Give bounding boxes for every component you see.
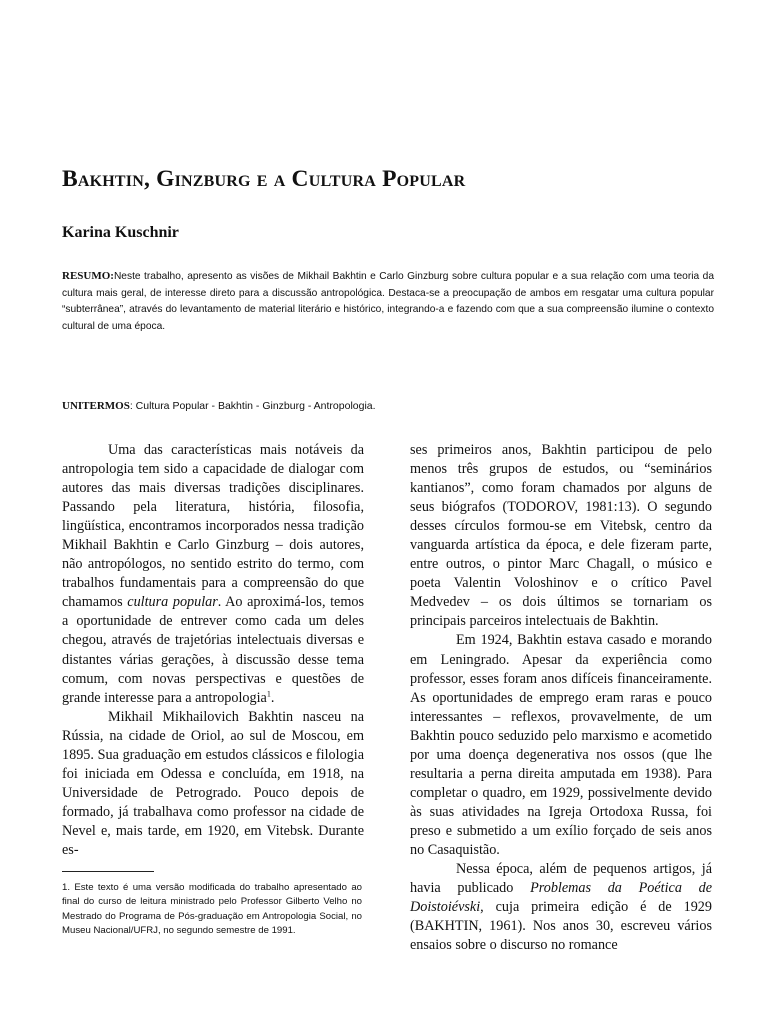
footnote-divider [62,871,154,872]
author-name: Karina Kuschnir [62,224,179,241]
footnote: 1. Este texto é uma versão modificada do trabalho apresentado ao final do curso de leitura ministrado pelo Professor Gilberto Velho no Mestrado do Programa de Pós-graduação em Antropologia Social, no Museu Nacional/UFRJ, no segundo semestre de 1991. [62,882,362,937]
paragraph: ses primeiros anos, Bakhtin participou de pelo menos três grupos de estudos, ou “seminários kantianos”, como foram chamados por alguns de seus biógrafos (TODOROV, 1981:13). O segundo desses círculos formou-se em Vitebsk, centro da vanguarda artística da época, e dele fizeram parte, entre outros, o pintor Marc Chagall, o músico e poeta Valentin Voloshinov e o crítico Pavel Medvedev – os dois últimos se tornariam os principais parceiros intelectuais de Bakhtin. [410,442,712,630]
paragraph: Mikhail Mikhailovich Bakhtin nasceu na Rússia, na cidade de Oriol, ao sul de Moscou, em 1895. Sua graduação em estudos clássicos e filologia foi iniciada em Odessa e concluída, em 1918, na Universidade de Petrogrado. Pouco depois de formado, já trabalhava como professor na cidade de Nevel e, mais tarde, em 1920, em Vitebsk. Durante es- [62,708,364,858]
paragraph-text: Uma das características mais notáveis da antropologia tem sido a capacidade de dialogar com autores das mais diversas tradições disciplinares. Passando pela literatura, história, filosofia, lingüística, encontramos incorporados nessa tradição Mikhail Bakhtin e Carlo Ginzburg – dois autores, não antropólogos, no sentido estrito do termo, com trabalhos fundamentais para a compreensão do que chamamos [62,442,364,611]
emphasis-text: Problemas da Poética de Doistoiévski [410,880,713,916]
paragraph-text: . [270,689,275,706]
abstract-text: Neste trabalho, apresento as visões de Mikhail Bakhtin e Carlo Ginzburg sobre cultura popular e a sua relação com uma teoria da cultura mais geral, de interesse direto para a discussão antropológica. Destaca-se a preocupação de ambos em resgatar uma cultura popular “subterrânea”, através do levantamento de material literário e histórico, integrando-a e fazendo com que a sua compreensão ilumine o contexto cultural de uma época. [62,271,714,332]
paragraph-text: , cuja primeira edição é de 1929 (BAKHTIN, 1961). Nos anos 30, escreveu vários ensaios sobre o discurso no romance [410,899,712,954]
body-column-right [410,441,712,955]
article-title: Bakhtin, Ginzburg e a Cultura Popular [62,166,466,192]
footnote-ref: 1 [266,688,271,698]
keywords [62,400,714,412]
body-column-left [62,441,364,860]
keywords-label: UNITERMOS [62,400,130,412]
paragraph [410,860,712,955]
paragraph-text: . Ao aproximá-los, temos a oportunidade de entrever como cada um deles chegou, através de trajetórias intelectuais diversas e distantes várias gerações, à discussão desse tema comum, com novas perspectivas e questões de grande interesse para a antropologia [62,594,364,706]
emphasis-text: cultura popular [127,594,218,611]
paragraph-text: Nessa época, além de pequenos artigos, já havia publicado [410,861,712,897]
abstract [62,268,714,335]
keywords-text: : Cultura Popular - Bakhtin - Ginzburg - Antropologia. [129,400,376,412]
paragraph: Em 1924, Bakhtin estava casado e morando em Leningrado. Apesar da experiência como professor, esses foram anos difíceis financeiramente. As oportunidades de emprego eram raras e pouco interessantes – reflexos, provavelmente, de um Bakhtin pouco seduzido pelo marxismo e acometido por uma doença degenerativa nos ossos (que lhe resultaria a perna direita amputada em 1938). Para completar o quadro, em 1929, possivelmente devido às suas atividades na Igreja Ortodoxa Russa, foi preso e submetido a um exílio forçado de seis anos no Casaquistão. [410,632,712,858]
abstract-label: RESUMO: [62,270,114,282]
paragraph [62,441,364,708]
